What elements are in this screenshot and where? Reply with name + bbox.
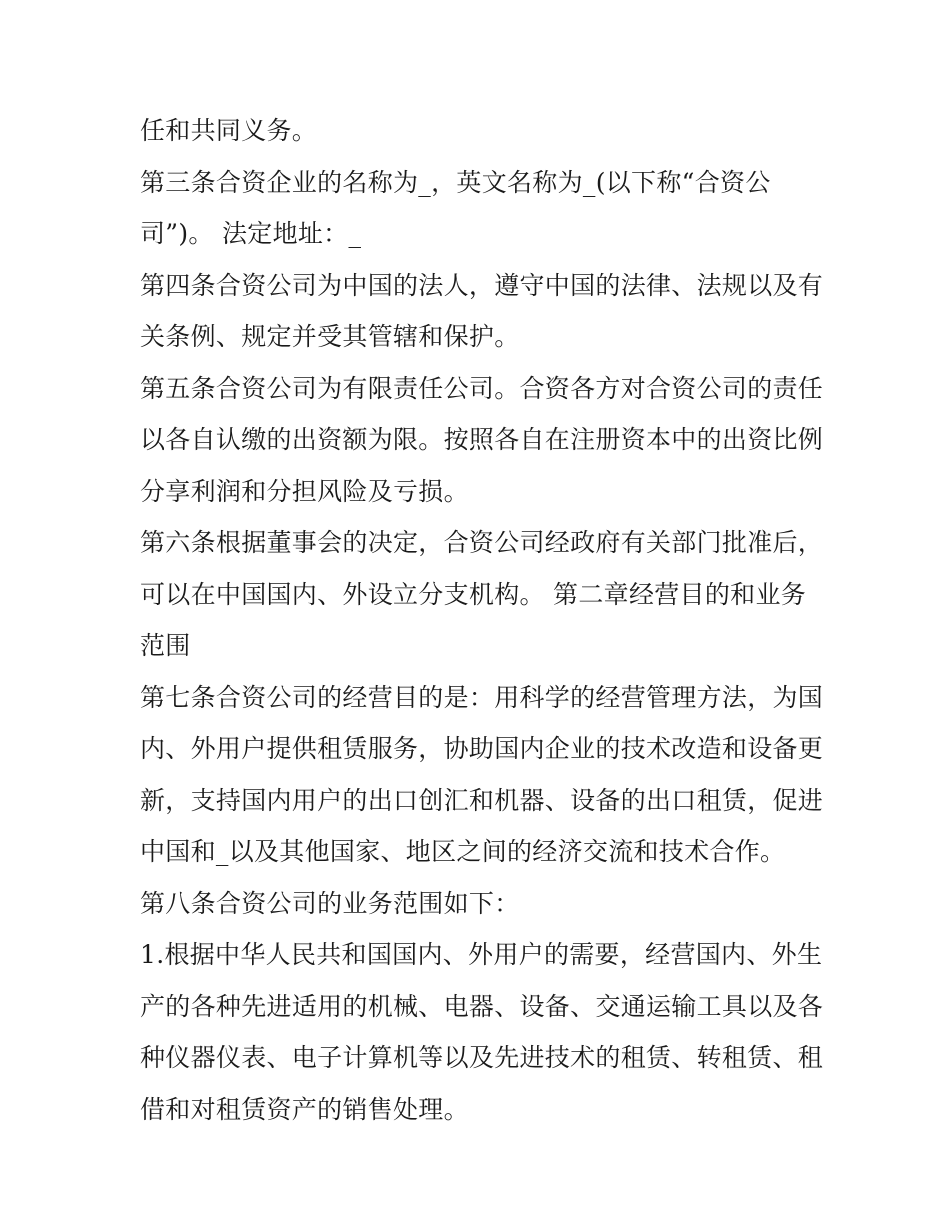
text-line: 第五条合资公司为有限责任公司。合资各方对合资公司的责任 bbox=[140, 373, 824, 403]
text-line: 内、外用户提供租赁服务，协助国内企业的技术改造和设备更 bbox=[140, 734, 824, 763]
text-line: 新，支持国内用户的出口创汇和机器、设备的出口租赁，促进 bbox=[140, 785, 824, 815]
text-line: 可以在中国国内、外设立分支机构。 第二章经营目的和业务 bbox=[140, 579, 807, 609]
text-line: 范围 bbox=[140, 631, 191, 660]
text-line: 分享利润和分担风险及亏损。 bbox=[140, 476, 469, 506]
text-line: 第七条合资公司的经营目的是：用科学的经营管理方法，为国 bbox=[140, 682, 824, 712]
text-line: 第八条合资公司的业务范围如下： bbox=[140, 888, 520, 918]
text-line: 第三条合资企业的名称为_，英文名称为_(以下称“合资公 bbox=[140, 167, 771, 197]
text-line: 中国和_以及其他国家、地区之间的经济交流和技术合作。 bbox=[140, 837, 786, 866]
text-line: 1.根据中华人民共和国国内、外用户的需要，经营国内、外生 bbox=[140, 940, 823, 969]
text-line: 第四条合资公司为中国的法人，遵守中国的法律、法规以及有 bbox=[140, 270, 824, 300]
text-line: 种仪器仪表、电子计算机等以及先进技术的租赁、转租赁、租 bbox=[140, 1043, 824, 1072]
text-line: 任和共同义务。 bbox=[140, 116, 318, 145]
document-body bbox=[140, 105, 824, 1135]
text-line: 司”)。 法定地址：_ bbox=[140, 219, 362, 248]
text-line: 第六条根据董事会的决定，合资公司经政府有关部门批准后， bbox=[140, 528, 824, 557]
text-line: 产的各种先进适用的机械、电器、设备、交通运输工具以及各 bbox=[140, 991, 824, 1021]
text-line: 关条例、规定并受其管辖和保护。 bbox=[140, 322, 520, 351]
text-line: 以各自认缴的出资额为限。按照各自在注册资本中的出资比例 bbox=[140, 425, 824, 454]
text-line: 借和对租赁资产的销售处理。 bbox=[140, 1094, 469, 1124]
